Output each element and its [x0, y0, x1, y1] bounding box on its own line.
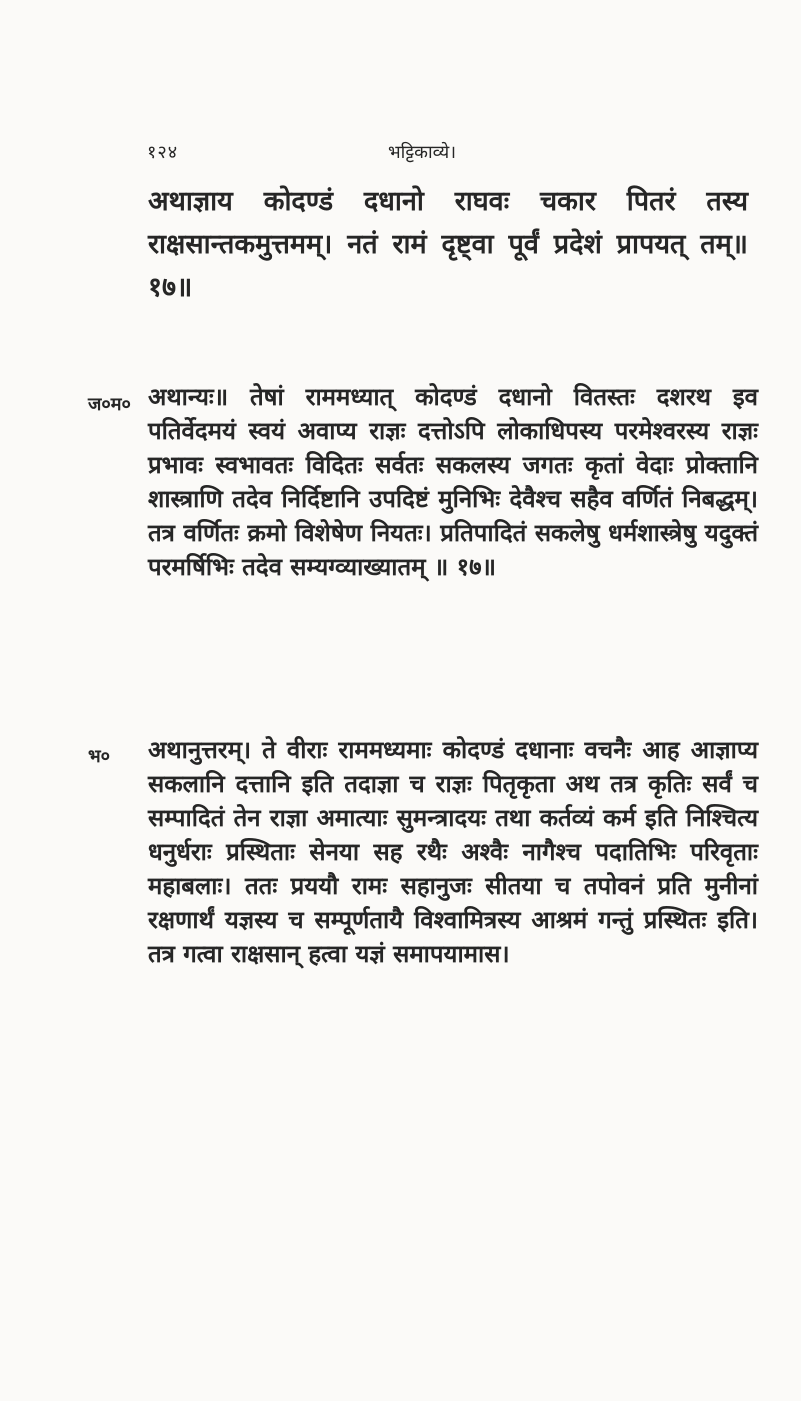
margin-label-commentary-1: ज०म०	[88, 394, 131, 415]
commentary-first	[148, 380, 758, 584]
running-head: भट्टिकाव्ये।	[388, 142, 457, 163]
margin-label-commentary-2: भ०	[88, 746, 111, 767]
verse-paragraph: अथाज्ञाय कोदण्डं दधानो राघवः चकार पितरं तस्य राक्षसान्तकमुत्तमम्। नतं रामं दृष्ट्वा पूर्वं प्रदेशं प्रापयत् तम्॥ १७॥	[148, 186, 748, 303]
commentary-paragraph: अथानुत्तरम्। ते वीराः राममध्यमाः कोदण्डं दधानाः वचनैः आह आज्ञाप्य सकलानि दत्तानि इति तदाज्ञा च राज्ञः पितृकृता अथ तत्र कृतिः सर्वं च सम्पादितं तेन राज्ञा अमात्याः सुमन्त्रादयः तथा कर्तव्यं कर्म इति निश्चित्य धनुर्धराः प्रस्थिताः सेनया सह रथैः अश्वैः नागैश्च पदातिभिः परिवृताः महाबलाः। ततः प्रययौ रामः सहानुजः सीतया च तपोवनं प्रति मुनीनां रक्षणार्थं यज्ञस्य च सम्पूर्णतायै विश्वामित्रस्य आश्रमं गन्तुं प्रस्थितः इति। तत्र गत्वा राक्षसान् हत्वा यज्ञं समापयामास।	[148, 735, 758, 968]
page-number: १२४	[147, 142, 179, 163]
verse-text	[148, 180, 748, 309]
page-header	[0, 140, 801, 166]
commentary-second	[148, 733, 758, 971]
commentary-paragraph: अथान्यः॥ तेषां राममध्यात् कोदण्डं दधानो वितस्तः दशरथ इव पतिर्वेदमयं स्वयं अवाप्य राज्ञः दत्तोऽपि लोकाधिपस्य परमेश्वरस्य राज्ञः प्रभावः स्वभावतः विदितः सर्वतः सकलस्य जगतः कृतां वेदाः प्रोक्तानि शास्त्राणि तदेव निर्दिष्टानि उपदिष्टं मुनिभिः देवैश्च सहैव वर्णितं निबद्धम्। तत्र वर्णितः क्रमो विशेषेण नियतः। प्रतिपादितं सकलेषु धर्मशास्त्रेषु यदुक्तं परमर्षिभिः तदेव सम्यग्व्याख्यातम् ॥ १७॥	[148, 382, 758, 581]
